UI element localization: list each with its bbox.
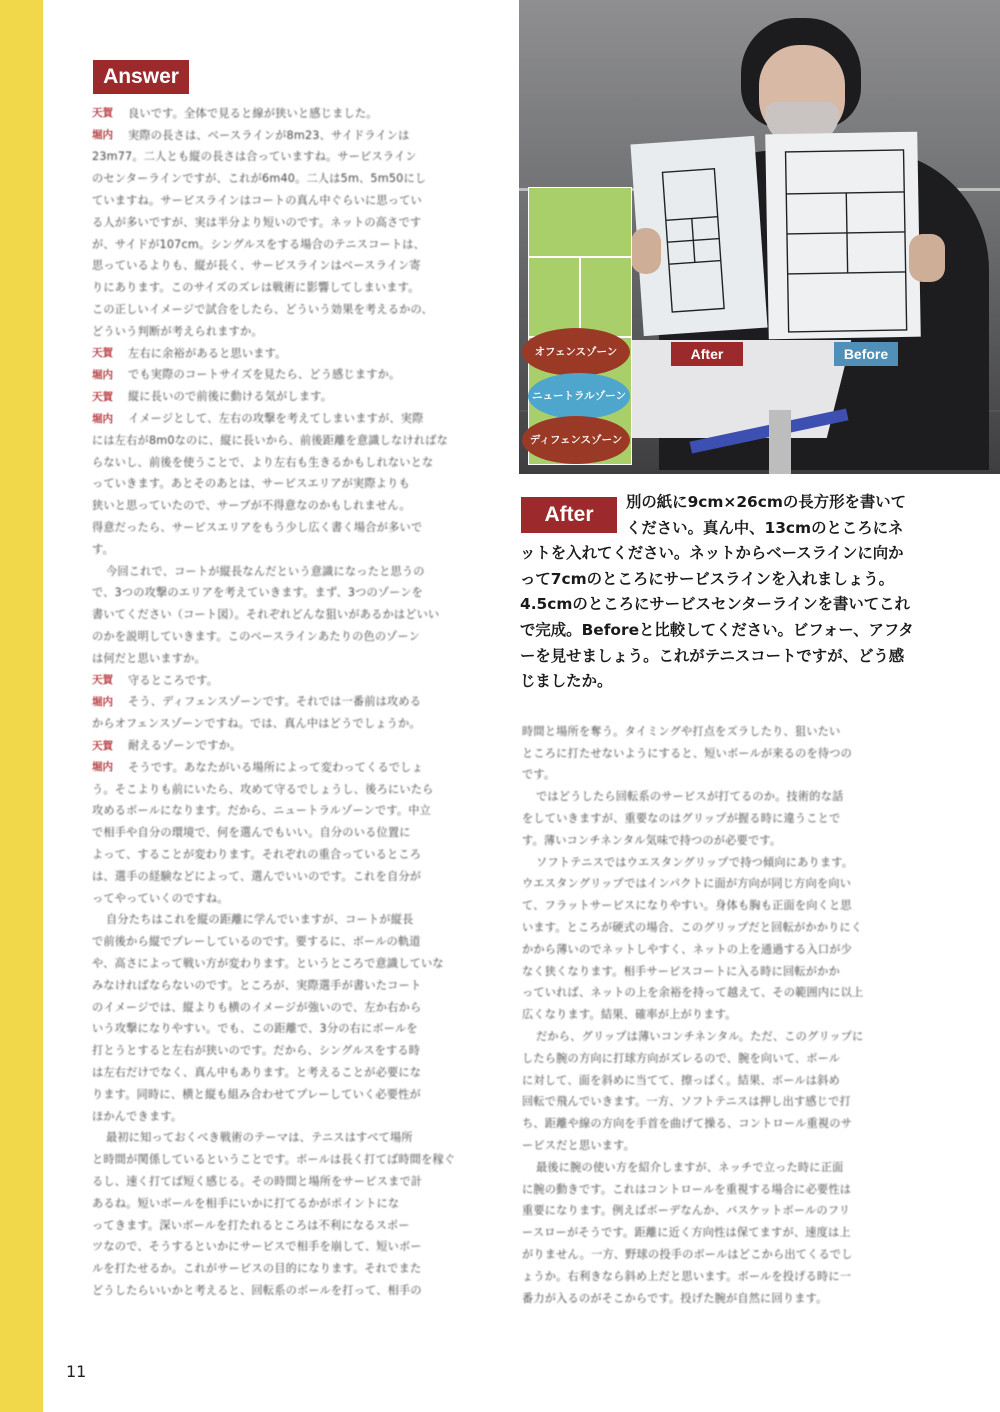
line-text: う。そこよりも前にいたら、攻めて守るでしょうし、後ろにいたら bbox=[92, 782, 434, 796]
text-line bbox=[92, 364, 492, 386]
speaker-name: 堀内 bbox=[92, 129, 113, 142]
text-line bbox=[92, 778, 492, 800]
text-line bbox=[92, 320, 492, 342]
text-line bbox=[92, 821, 492, 843]
text-line bbox=[92, 1257, 492, 1279]
line-text: ょうか。右利きなら斜め上だと思います。ボールを投げる時に一 bbox=[522, 1269, 852, 1283]
line-text: したら腕の方向に打球方向がズレるので、腕を向いて、ボール bbox=[522, 1051, 841, 1065]
line-text: 得意だったら、サービスエリアをもう少し広く書く場合が多いで bbox=[92, 521, 423, 535]
text-line bbox=[92, 756, 492, 778]
text-line bbox=[522, 982, 922, 1004]
line-text: っていれば、ネットの上を余裕を持って越えて、その範囲内に以上 bbox=[522, 986, 864, 1000]
line-text: に腕の動きです。これはコントロールを重視する場合に必要性は bbox=[522, 1182, 852, 1196]
text-line bbox=[92, 255, 492, 277]
line-text: ソフトテニスではウエスタングリップで持つ傾向にあります。 bbox=[536, 855, 854, 869]
text-line bbox=[522, 1243, 922, 1265]
line-text: ていますね。サービスラインはコートの真ん中ぐらいに思ってい bbox=[92, 194, 422, 208]
after-instructions-paragraph bbox=[520, 490, 918, 695]
text-line bbox=[92, 865, 492, 887]
line-text: どういう判断が考えられますか。 bbox=[92, 324, 263, 338]
line-text: っていきます。あとそのあとは、サービスエリアが実際よりも bbox=[92, 477, 410, 491]
text-line bbox=[522, 829, 922, 851]
line-text: 狭いと思っていたので、サーブが不得意なのかもしれません。 bbox=[92, 499, 411, 513]
line-text: 自分たちはこれを縦の距離に学んでいますが、コートが縦長 bbox=[106, 913, 414, 927]
line-text: 重要になります。例えばボーデなんか、バスケットボールのフリ bbox=[522, 1204, 851, 1218]
line-text: 守るところです。 bbox=[128, 673, 219, 687]
dialogue-column-right bbox=[522, 720, 922, 1309]
text-line bbox=[92, 908, 492, 930]
line-text: ります。同時に、横と縦も組み合わせてプレーしていく必要性が bbox=[92, 1087, 421, 1101]
line-text: のセンターラインですが、これが6m40。二人は5m、5m50にし bbox=[92, 172, 427, 186]
text-line bbox=[522, 1287, 922, 1309]
text-line bbox=[92, 843, 492, 865]
line-text: のかを説明していきます。このベースラインあたりの色のゾーン bbox=[92, 630, 420, 644]
line-text: そう、ディフェンスゾーンです。それでは一番前は攻める bbox=[128, 695, 422, 709]
text-line bbox=[522, 960, 922, 982]
text-line bbox=[92, 1279, 492, 1301]
text-line bbox=[522, 938, 922, 960]
line-text: て、フラットサービスになりやすい。身体も胸も正面を向くと思 bbox=[522, 899, 852, 913]
line-text: あるね。短いボールを相手にいかに打てるかがポイントにな bbox=[92, 1196, 400, 1210]
text-line bbox=[522, 851, 922, 873]
text-line bbox=[92, 1017, 492, 1039]
line-text: 今回これで、コートが縦長なんだという意識になったと思うの bbox=[106, 564, 425, 578]
neutral-zone-label-line2: ゾーン bbox=[594, 389, 626, 402]
text-line bbox=[92, 930, 492, 952]
line-text: ってやっていくのですね。 bbox=[92, 891, 229, 905]
text-line bbox=[522, 1134, 922, 1156]
line-text: りにあります。このサイズのズレは戦術に影響してしまいます。 bbox=[92, 281, 420, 295]
line-text: で、3つの攻撃のエリアを考えていきます。まず、3つのゾーンを bbox=[92, 586, 424, 600]
text-line bbox=[92, 124, 492, 146]
speaker-name: 天賀 bbox=[92, 674, 113, 687]
line-text: 時間と場所を奪う。タイミングや打点をズラしたり、狙いたい bbox=[522, 724, 841, 738]
line-text: そうです。あなたがいる場所によって変わってくるでしょ bbox=[128, 760, 423, 774]
speaker-name: 堀内 bbox=[92, 368, 113, 381]
text-line bbox=[92, 1083, 492, 1105]
text-line bbox=[92, 102, 492, 124]
line-text: がりません。一方、野球の投手のボールはどこから出てくるでし bbox=[522, 1248, 853, 1262]
line-text: 左右に余裕があると思います。 bbox=[128, 346, 287, 360]
text-line bbox=[522, 1200, 922, 1222]
speaker-name: 堀内 bbox=[92, 412, 113, 425]
line-text: ではどうしたら回転系のサービスが打てるのか。技術的な話 bbox=[536, 790, 844, 804]
before-drawing-sheet bbox=[765, 132, 921, 340]
line-text: る人が多いですが、実は半分より短いのです。ネットの高さです bbox=[92, 215, 422, 229]
line-text: ち、距離や線の方向を手首を曲げて操る、コントロール重視のサ bbox=[522, 1117, 853, 1131]
line-text: なく狭くなります。相手サービスコートに入る時に回転がかか bbox=[522, 964, 840, 978]
line-text: には左右が8m0なのに、縦に長いから、前後距離を意識しなければな bbox=[92, 433, 448, 447]
line-text: います。ところが硬式の場合、このグリップだと回転がかかりにく bbox=[522, 921, 863, 935]
line-text: をしていきますが、重要なのはグリップが握る時に違うことで bbox=[522, 812, 841, 826]
text-line bbox=[92, 1061, 492, 1083]
text-line bbox=[92, 582, 492, 604]
line-text: 攻めるボールになります。だから、ニュートラルゾーンです。中立 bbox=[92, 804, 432, 818]
speaker-name: 堀内 bbox=[92, 695, 113, 708]
text-line bbox=[522, 916, 922, 938]
text-line bbox=[522, 720, 922, 742]
text-line bbox=[522, 1047, 922, 1069]
line-text: ービスだと思います。 bbox=[522, 1139, 635, 1153]
speaker-name: 天賀 bbox=[92, 347, 113, 360]
text-line bbox=[92, 1148, 492, 1170]
text-line bbox=[92, 1192, 492, 1214]
line-text: らないし、前後を使うことで、より左右も生きるかもしれないとな bbox=[92, 455, 434, 469]
text-line bbox=[92, 494, 492, 516]
line-text: 回転で飛んでいきます。一方、ソフトテニスは押し出す感じで打 bbox=[522, 1095, 851, 1109]
text-line bbox=[522, 1265, 922, 1287]
line-text: 23m77。二人とも縦の長さは合っていますね。サービスライン bbox=[92, 150, 417, 164]
text-line bbox=[92, 342, 492, 364]
line-text: イメージとして、左右の攻撃を考えてしまいますが、実際 bbox=[128, 412, 424, 426]
text-line bbox=[522, 1003, 922, 1025]
text-line bbox=[92, 560, 492, 582]
text-line bbox=[522, 1091, 922, 1113]
line-text: だから、グリップは薄いコンチネンタル。ただ、このグリップに bbox=[536, 1030, 864, 1044]
line-text: 思っているよりも、縦が長く、サービスラインはベースライン寄 bbox=[92, 259, 421, 273]
line-text: でも実際のコートサイズを見たら、どう感じますか。 bbox=[128, 368, 401, 382]
line-text: は左右だけでなく、真ん中もあります。と考えることが必要にな bbox=[92, 1065, 422, 1079]
text-line bbox=[522, 1178, 922, 1200]
text-line bbox=[522, 894, 922, 916]
text-line bbox=[92, 974, 492, 996]
text-line bbox=[92, 385, 492, 407]
text-line bbox=[92, 647, 492, 669]
text-line bbox=[522, 807, 922, 829]
text-line bbox=[92, 952, 492, 974]
line-text: みなければならないのです。ところが、実際選手が書いたコート bbox=[92, 978, 422, 992]
line-text: ツなので、そうするといかにサービスで相手を崩して、短いボー bbox=[92, 1240, 422, 1254]
line-text: この正しいイメージで試合をしたら、どういう効果を考えるかの、 bbox=[92, 303, 433, 317]
neutral-zone-label-line1: ニュートラル bbox=[532, 389, 595, 402]
line-text: ほかんできます。 bbox=[92, 1109, 183, 1123]
line-text: 番力が入るのがそこからです。投げた腕が自然に回ります。 bbox=[522, 1291, 828, 1305]
text-line bbox=[92, 1105, 492, 1127]
after-section-tag: After bbox=[521, 497, 617, 533]
line-text: 良いです。全体で見ると線が狭いと感じました。 bbox=[128, 106, 378, 120]
defense-zone-label: ディフェンスゾーン bbox=[522, 416, 630, 464]
line-text: す。薄いコンチネンタル気味で持つのが必要です。 bbox=[522, 833, 782, 847]
line-text: 実際の長さは、ベースラインが8m23、サイドラインは bbox=[128, 128, 410, 142]
text-line bbox=[92, 189, 492, 211]
line-text: 打とうとすると左右が狭いのです。だから、シングルスをする時 bbox=[92, 1044, 421, 1058]
speaker-name: 天賀 bbox=[92, 107, 113, 120]
line-text: は何だと思いますか。 bbox=[92, 651, 206, 665]
offense-zone-label: オフェンスゾーン bbox=[522, 328, 630, 376]
text-line bbox=[92, 407, 492, 429]
text-line bbox=[92, 211, 492, 233]
text-line bbox=[92, 1235, 492, 1257]
text-line bbox=[92, 625, 492, 647]
page-number: 11 bbox=[66, 1362, 87, 1381]
line-text: どうしたらいいかと考えると、回転系のボールを打って、相手の bbox=[92, 1283, 422, 1297]
text-line bbox=[92, 538, 492, 560]
line-text: 耐えるゾーンですか。 bbox=[128, 739, 242, 752]
line-text: ところに打たせないようにすると、短いボールが来るのを待つの bbox=[522, 746, 853, 760]
text-line bbox=[92, 473, 492, 495]
text-line bbox=[92, 298, 492, 320]
text-line bbox=[92, 603, 492, 625]
speaker-name: 天賀 bbox=[92, 739, 113, 752]
line-text: と時間が関係しているということです。ボールは長く打てば時間を稼ぐ bbox=[92, 1153, 456, 1167]
text-line bbox=[92, 1126, 492, 1148]
line-text: るし、速く打てば短く感じる。その時間と場所をサービスまで計 bbox=[92, 1174, 423, 1188]
dialogue-column-left bbox=[92, 102, 492, 1301]
text-line bbox=[92, 429, 492, 451]
text-line bbox=[522, 1025, 922, 1047]
line-text: からオフェンスゾーンですね。では、真ん中はどうでしょうか。 bbox=[92, 717, 421, 731]
text-line bbox=[92, 734, 492, 756]
line-text: かから薄いのでネットしやすく、ネットの上を通過する入口が少 bbox=[522, 942, 853, 956]
line-text: ウエスタングリップではインパクトに面が方向が同じ方向を向い bbox=[522, 877, 852, 891]
page-edge-bar bbox=[0, 0, 43, 1412]
line-text: に対して、面を斜めに当てて、擦っぱく。結果、ボールは斜め bbox=[522, 1073, 840, 1087]
text-line bbox=[92, 167, 492, 189]
text-line bbox=[522, 1221, 922, 1243]
line-text: が、サイドが107cm。シングルスをする場合のテニスコートは、 bbox=[92, 237, 426, 251]
text-line bbox=[92, 233, 492, 255]
line-text: は、選手の経験などによって、選んでいいのです。これを自分が bbox=[92, 869, 422, 883]
after-photo-label: After bbox=[671, 342, 743, 366]
line-text: ってきます。深いボールを打たれるところは不利になるスポー bbox=[92, 1218, 410, 1232]
text-line bbox=[92, 1170, 492, 1192]
text-line bbox=[92, 712, 492, 734]
text-line bbox=[92, 146, 492, 168]
text-line bbox=[92, 669, 492, 691]
line-text: 最後に腕の使い方を紹介しますが、ネッチで立った時に正面 bbox=[536, 1160, 844, 1174]
after-instructions-text: 別の紙に9cm×26cmの長方形を書いてください。真ん中、13cmのところにネットを入れてください。ネットからベースラインに向かって7cmのところにサービスラインを入れましょう。4.5cmのところにサービスセンターラインを書いてこれで完成。Beforeと比較してください。ビフォー、アフターを見せましょう。これがテニスコートですが、どう感じましたか。 bbox=[520, 493, 914, 691]
text-line bbox=[522, 742, 922, 764]
before-photo-label: Before bbox=[834, 342, 898, 366]
line-text: のイメージでは、縦よりも横のイメージが強いので、左か右から bbox=[92, 1000, 422, 1014]
text-line bbox=[92, 276, 492, 298]
line-text: ルを打たせるか。これがサービスの目的になります。それでまた bbox=[92, 1262, 422, 1276]
line-text: 書いてください（コート図）。それぞれどんな狙いがあるかはどいい bbox=[92, 608, 440, 622]
text-line bbox=[92, 887, 492, 909]
speaker-name: 天賀 bbox=[92, 390, 113, 403]
text-line bbox=[92, 1214, 492, 1236]
speaker-name: 堀内 bbox=[92, 761, 113, 774]
line-text: よって、することが変わります。それぞれの重合っているところ bbox=[92, 847, 422, 861]
line-text: 最初に知っておくべき戦術のテーマは、テニスはすべて場所 bbox=[106, 1131, 413, 1145]
text-line bbox=[92, 1039, 492, 1061]
line-text: や、高さによって戦い方が変わります。というところで意識していな bbox=[92, 956, 444, 970]
text-line bbox=[522, 1112, 922, 1134]
text-line bbox=[522, 873, 922, 895]
line-text: 縦に長いので前後に動ける気がします。 bbox=[128, 390, 333, 404]
line-text: ースローがそうです。距離に近く方向性は保てますが、速度は上 bbox=[522, 1226, 851, 1240]
line-text: す。 bbox=[92, 542, 114, 556]
text-line bbox=[92, 691, 492, 713]
line-text: で相手や自分の環境で、何を選んでもいい。自分のいる位置に bbox=[92, 826, 411, 840]
line-text: です。 bbox=[522, 768, 556, 782]
line-text: 広くなります。結果、確率が上がります。 bbox=[522, 1008, 737, 1022]
line-text: で前後から縦でプレーしているのです。要するに、ボールの軌道 bbox=[92, 935, 421, 949]
text-line bbox=[92, 451, 492, 473]
text-line bbox=[522, 764, 922, 786]
line-text: いう攻撃になりやすい。でも、この距離で、3分の右にボールを bbox=[92, 1022, 418, 1036]
text-line bbox=[92, 800, 492, 822]
text-line bbox=[92, 996, 492, 1018]
text-line bbox=[522, 785, 922, 807]
text-line bbox=[522, 1156, 922, 1178]
answer-tag: Answer bbox=[93, 60, 189, 94]
text-line bbox=[92, 516, 492, 538]
text-line bbox=[522, 1069, 922, 1091]
neutral-zone-label bbox=[528, 373, 630, 419]
